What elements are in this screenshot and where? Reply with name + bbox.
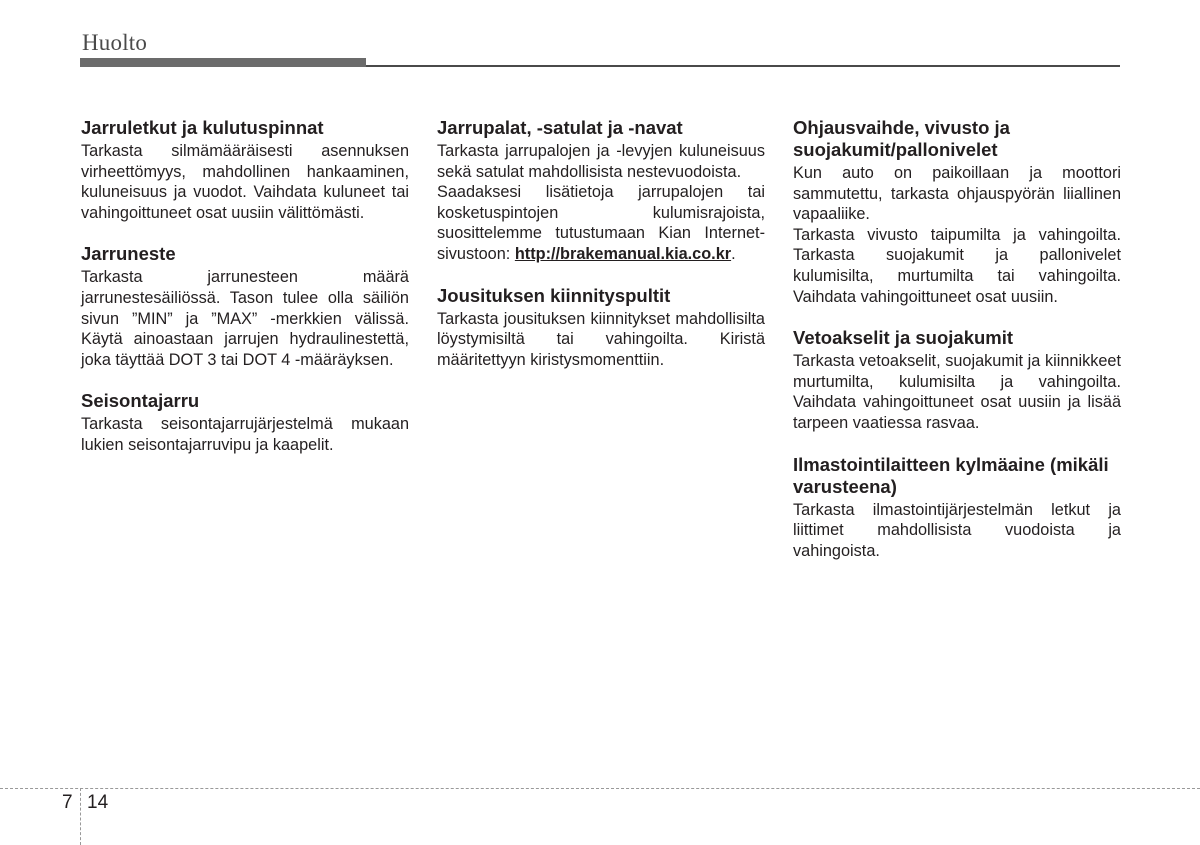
header-bar: [80, 58, 366, 67]
section-heading: Jousituksen kiinnityspultit: [437, 284, 671, 306]
section-body: Tarkasta seisontajarrujärjestelmä mukaan lukien seisontajarruvipu ja kaapelit.: [81, 415, 409, 454]
section-body: Tarkasta ilmastointijärjestelmän letkut ja liittimet mahdollisista vuodoista ja vahingoista.: [793, 500, 1121, 560]
section-body: Kun auto on paikoillaan ja moottori sammutettu, tarkasta ohjauspyörän liiallinen vapaaliike.: [793, 164, 1121, 224]
section-parking-brake: [81, 390, 409, 455]
section-heading: Jarruneste: [81, 243, 176, 265]
section-body-2: [437, 182, 765, 264]
column-3: [793, 117, 1121, 581]
section-body: Tarkasta jousituksen kiinnitykset mahdollisilta löystymisiltä tai vahingoilta. Kiristä määritettyyn kiristysmomenttiin.: [437, 309, 765, 369]
section-drive-shafts: [793, 327, 1121, 433]
chapter-title: Huolto: [82, 30, 148, 55]
header-rule: [366, 65, 1120, 67]
section-ac-refrigerant: [793, 454, 1121, 562]
section-body: Tarkasta vetoakselit, suojakumit ja kiinnikkeet murtumilta, kulumisilta ja vahingoilta. Vaihdata vahingoittuneet osat uusiin ja lisää tarpeen vaatiessa rasvaa.: [793, 352, 1121, 432]
section-heading: Vetoakselit ja suojakumit: [793, 327, 1014, 349]
section-heading: Ilmastointilaitteen kylmäaine (mikäli varusteena): [793, 453, 1109, 497]
section-heading: Jarruletkut ja kulutuspinnat: [81, 117, 324, 138]
section-body: Tarkasta jarrunesteen määrä jarrunestesäiliössä. Tason tulee olla säiliön sivun ”MIN” ja ”MAX” -merkkien välissä. Käytä ainoastaan jarrujen hydraulinestettä, joka täyttää DOT 3 tai DOT 4 -määräyksen.: [81, 268, 409, 369]
chapter-number: 7: [62, 792, 73, 813]
section-body: Tarkasta jarrupalojen ja -levyjen kuluneisuus sekä satulat mahdollisista nestevuodoista.: [437, 142, 765, 181]
section-heading: Ohjausvaihde, vivusto ja suojakumit/pallonivelet: [793, 117, 1010, 160]
section-body: Tarkasta silmämääräisesti asennuksen virheettömyys, mahdollinen hankaaminen, kuluneisuus ja vuodot. Vaihdata kuluneet tai vahingoittuneet osat uusiin välittömästi.: [81, 142, 409, 222]
page-number: 14: [87, 792, 109, 813]
section-body-2-end: .: [731, 244, 736, 263]
brake-manual-link[interactable]: http://brakemanual.kia.co.kr: [514, 244, 732, 263]
footer-divider: [80, 788, 81, 845]
footer-rule: [0, 788, 1200, 789]
section-suspension-bolts: [437, 285, 765, 371]
section-brake-fluid: [81, 243, 409, 370]
section-brake-pads: [437, 117, 765, 265]
section-heading: Seisontajarru: [81, 390, 200, 412]
section-body-2: Tarkasta vivusto taipumilta ja vahingoilta. Tarkasta suojakumit ja pallonivelet kulumisilta, murtumilta tai vahingoilta. Vaihdata vahingoittuneet osat uusiin.: [793, 225, 1121, 306]
section-brake-hoses: [81, 117, 409, 223]
section-heading: Jarrupalat, -satulat ja -navat: [437, 117, 683, 138]
column-1: [81, 117, 409, 476]
column-2: [437, 117, 765, 390]
section-body-2-text: Saadaksesi lisätietoja jarrupalojen tai kosketuspintojen kulumisrajoista, suosittelemme tutustumaan Kian Internet-sivustoon:: [437, 183, 765, 263]
section-steering: [793, 117, 1121, 307]
